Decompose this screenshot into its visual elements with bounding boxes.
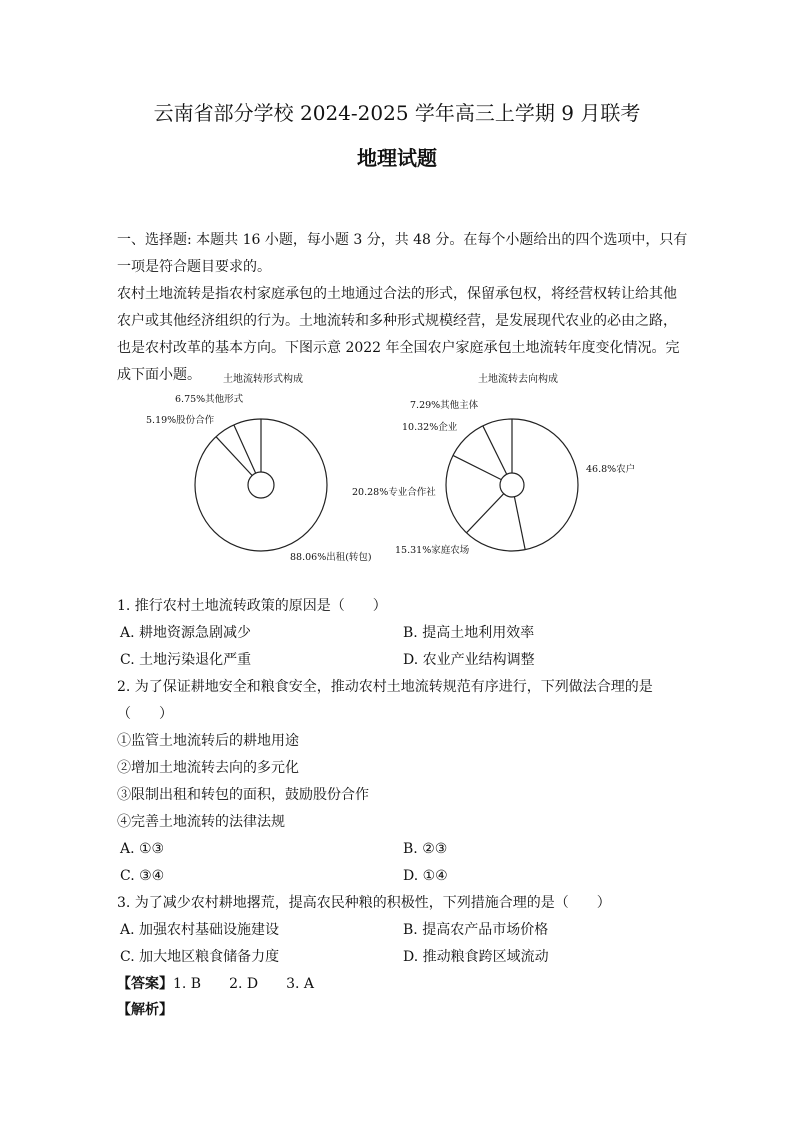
q1-option-c: C. 土地污染退化严重: [120, 652, 252, 668]
q2-statement-2: ②增加土地流转去向的多元化: [117, 760, 299, 776]
pie-slice-label: 7.29%其他主体: [410, 400, 479, 411]
passage-line-4: 成下面小题。: [117, 367, 201, 383]
pie-slice-label: 6.75%其他形式: [175, 394, 244, 405]
q1-option-b: B. 提高土地利用效率: [403, 625, 535, 641]
pie-slice-label: 5.19%股份合作: [146, 415, 215, 426]
q1-option-a: A. 耕地资源急剧减少: [120, 625, 252, 641]
pie-slice-divider: [483, 426, 507, 474]
page-title: 云南省部分学校 2024-2025 学年高三上学期 9 月联考: [153, 101, 641, 125]
pie-center-hole: [500, 473, 524, 497]
pie-slice-label: 88.06%出租(转包): [290, 552, 372, 563]
pie-slice-divider: [453, 455, 501, 479]
q2-stem-line2: （ ）: [117, 706, 173, 722]
page-subtitle: 地理试题: [357, 146, 437, 170]
pie-slice-divider: [514, 497, 525, 550]
q2-statement-4: ④完善土地流转的法律法规: [117, 814, 285, 830]
q2-option-c: C. ③④: [120, 868, 165, 884]
pie-slice-divider: [234, 425, 256, 473]
q2-statement-3: ③限制出租和转包的面积，鼓励股份合作: [117, 787, 369, 803]
q3-option-c: C. 加大地区粮食储备力度: [120, 949, 280, 965]
analysis-label: 【解析】: [117, 1002, 173, 1018]
pie-slice-label: 10.32%企业: [402, 422, 458, 433]
answer-line: [117, 974, 314, 994]
q1-stem: 1. 推行农村土地流转政策的原因是（ ）: [117, 598, 387, 614]
q3-option-b: B. 提高农产品市场价格: [403, 922, 549, 938]
pie-slice-label: 20.28%专业合作社: [352, 487, 436, 498]
pie-slice-label: 15.31%家庭农场: [395, 545, 470, 556]
pie-slice-divider: [466, 494, 503, 533]
section-intro-line1: 一、选择题: 本题共 16 小题，每小题 3 分，共 48 分。在每个小题给出的四个选项中，只有: [117, 232, 688, 248]
q2-option-a: A. ①③: [120, 841, 165, 857]
q2-stem-line1: 2. 为了保证耕地安全和粮食安全，推动农村土地流转规范有序进行，下列做法合理的是: [117, 679, 653, 695]
answer-label: 【答案】: [117, 976, 173, 992]
passage-line-2: 农户或其他经济组织的行为。土地流转和多种形式规模经营，是发展现代农业的必由之路，: [117, 313, 677, 329]
q3-option-d: D. 推动粮食跨区域流动: [403, 949, 549, 965]
pie-slice-label: 46.8%农户: [586, 464, 636, 475]
answer-text: 1. B 2. D 3. A: [173, 976, 315, 992]
chart-title: 土地流转去向构成: [478, 374, 558, 385]
q3-option-a: A. 加强农村基础设施建设: [120, 922, 280, 938]
q2-statement-1: ①监管土地流转后的耕地用途: [117, 733, 299, 749]
passage-line-1: 农村土地流转是指农村家庭承包的土地通过合法的形式，保留承包权，将经营权转让给其他: [117, 286, 677, 302]
pie-slice-divider: [216, 437, 252, 476]
q1-option-d: D. 农业产业结构调整: [403, 652, 535, 668]
chart-title: 土地流转形式构成: [223, 374, 303, 385]
q2-option-b: B. ②③: [403, 841, 448, 857]
pie-center-hole: [248, 472, 274, 498]
q3-stem: 3. 为了减少农村耕地撂荒，提高农民种粮的积极性，下列措施合理的是（ ）: [117, 895, 611, 911]
q2-option-d: D. ①④: [403, 868, 448, 884]
passage-line-3: 也是农村改革的基本方向。下图示意 2022 年全国农户家庭承包土地流转年度变化情况。完: [117, 340, 680, 356]
section-intro-line2: 一项是符合题目要求的。: [117, 259, 271, 275]
